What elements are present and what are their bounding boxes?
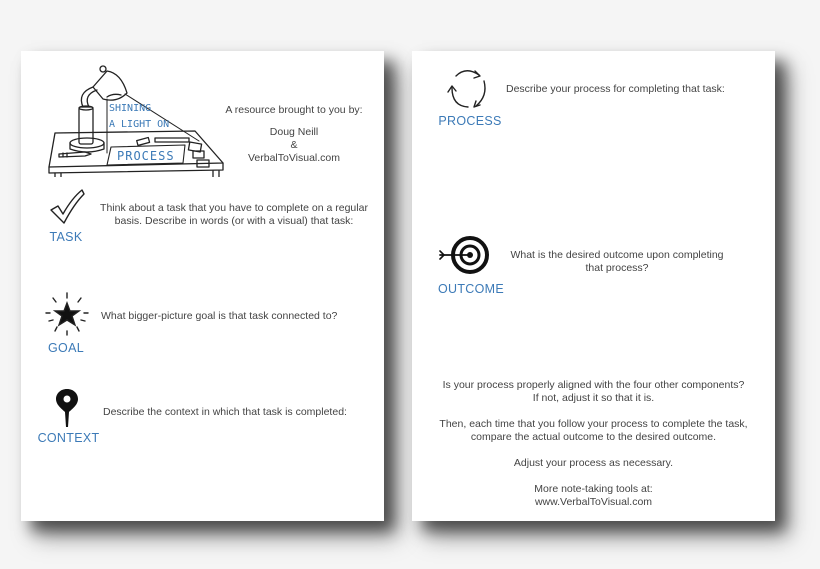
section-label-goal: GOAL [48, 341, 84, 355]
adjust-instruction: Adjust your process as necessary. [513, 457, 674, 469]
alignment-instruction: If not, adjust it so that it is. [532, 392, 655, 404]
checkmark-icon [48, 188, 86, 226]
target-icon [438, 234, 494, 276]
alignment-question: Is your process properly aligned with the four other components? [442, 379, 745, 391]
website-link[interactable]: www.VerbalToVisual.com [534, 496, 653, 508]
cycle-arrows-icon [446, 66, 490, 112]
comparison-instruction-2: compare the actual outcome to the desired outcome. [470, 431, 717, 443]
star-burst-icon [44, 291, 90, 337]
comparison-instruction-1: Then, each time that you follow your process to complete the task, [439, 418, 748, 430]
goal-prompt: What bigger-picture goal is that task connected to? [101, 310, 338, 322]
context-prompt: Describe the context in which that task is completed: [103, 406, 347, 418]
svg-text:PROCESS: PROCESS [117, 149, 175, 163]
svg-text:A LIGHT ON: A LIGHT ON [109, 119, 170, 130]
process-prompt: Describe your process for completing that task: [506, 83, 725, 95]
credit-author: Doug Neill [269, 126, 319, 138]
task-prompt: Think about a task that you have to complete on a regular basis. Describe in words (or with a visual) that task: [100, 202, 368, 227]
outcome-prompt-line1: What is the desired outcome upon completing [510, 249, 724, 261]
credit-intro: A resource brought to you by: [225, 104, 363, 116]
desk-lamp-illustration-icon [45, 63, 227, 177]
credit-block [219, 104, 369, 165]
outcome-prompt [502, 249, 732, 275]
map-pin-icon [56, 388, 78, 428]
section-label-task: TASK [49, 230, 83, 244]
worksheet-page-right [412, 51, 775, 521]
section-label-process: PROCESS [438, 114, 502, 128]
more-tools-text: More note-taking tools at: [534, 483, 653, 495]
section-label-context: CONTEXT [37, 431, 100, 445]
svg-text:SHINING: SHINING [109, 103, 152, 114]
credit-ampersand: & [290, 139, 298, 151]
worksheet-page-left [21, 51, 384, 521]
credit-site-link[interactable]: VerbalToVisual.com [247, 152, 341, 164]
section-label-outcome: OUTCOME [438, 282, 504, 296]
outcome-prompt-line2: that process? [585, 262, 649, 274]
reflection-instructions [412, 379, 775, 522]
